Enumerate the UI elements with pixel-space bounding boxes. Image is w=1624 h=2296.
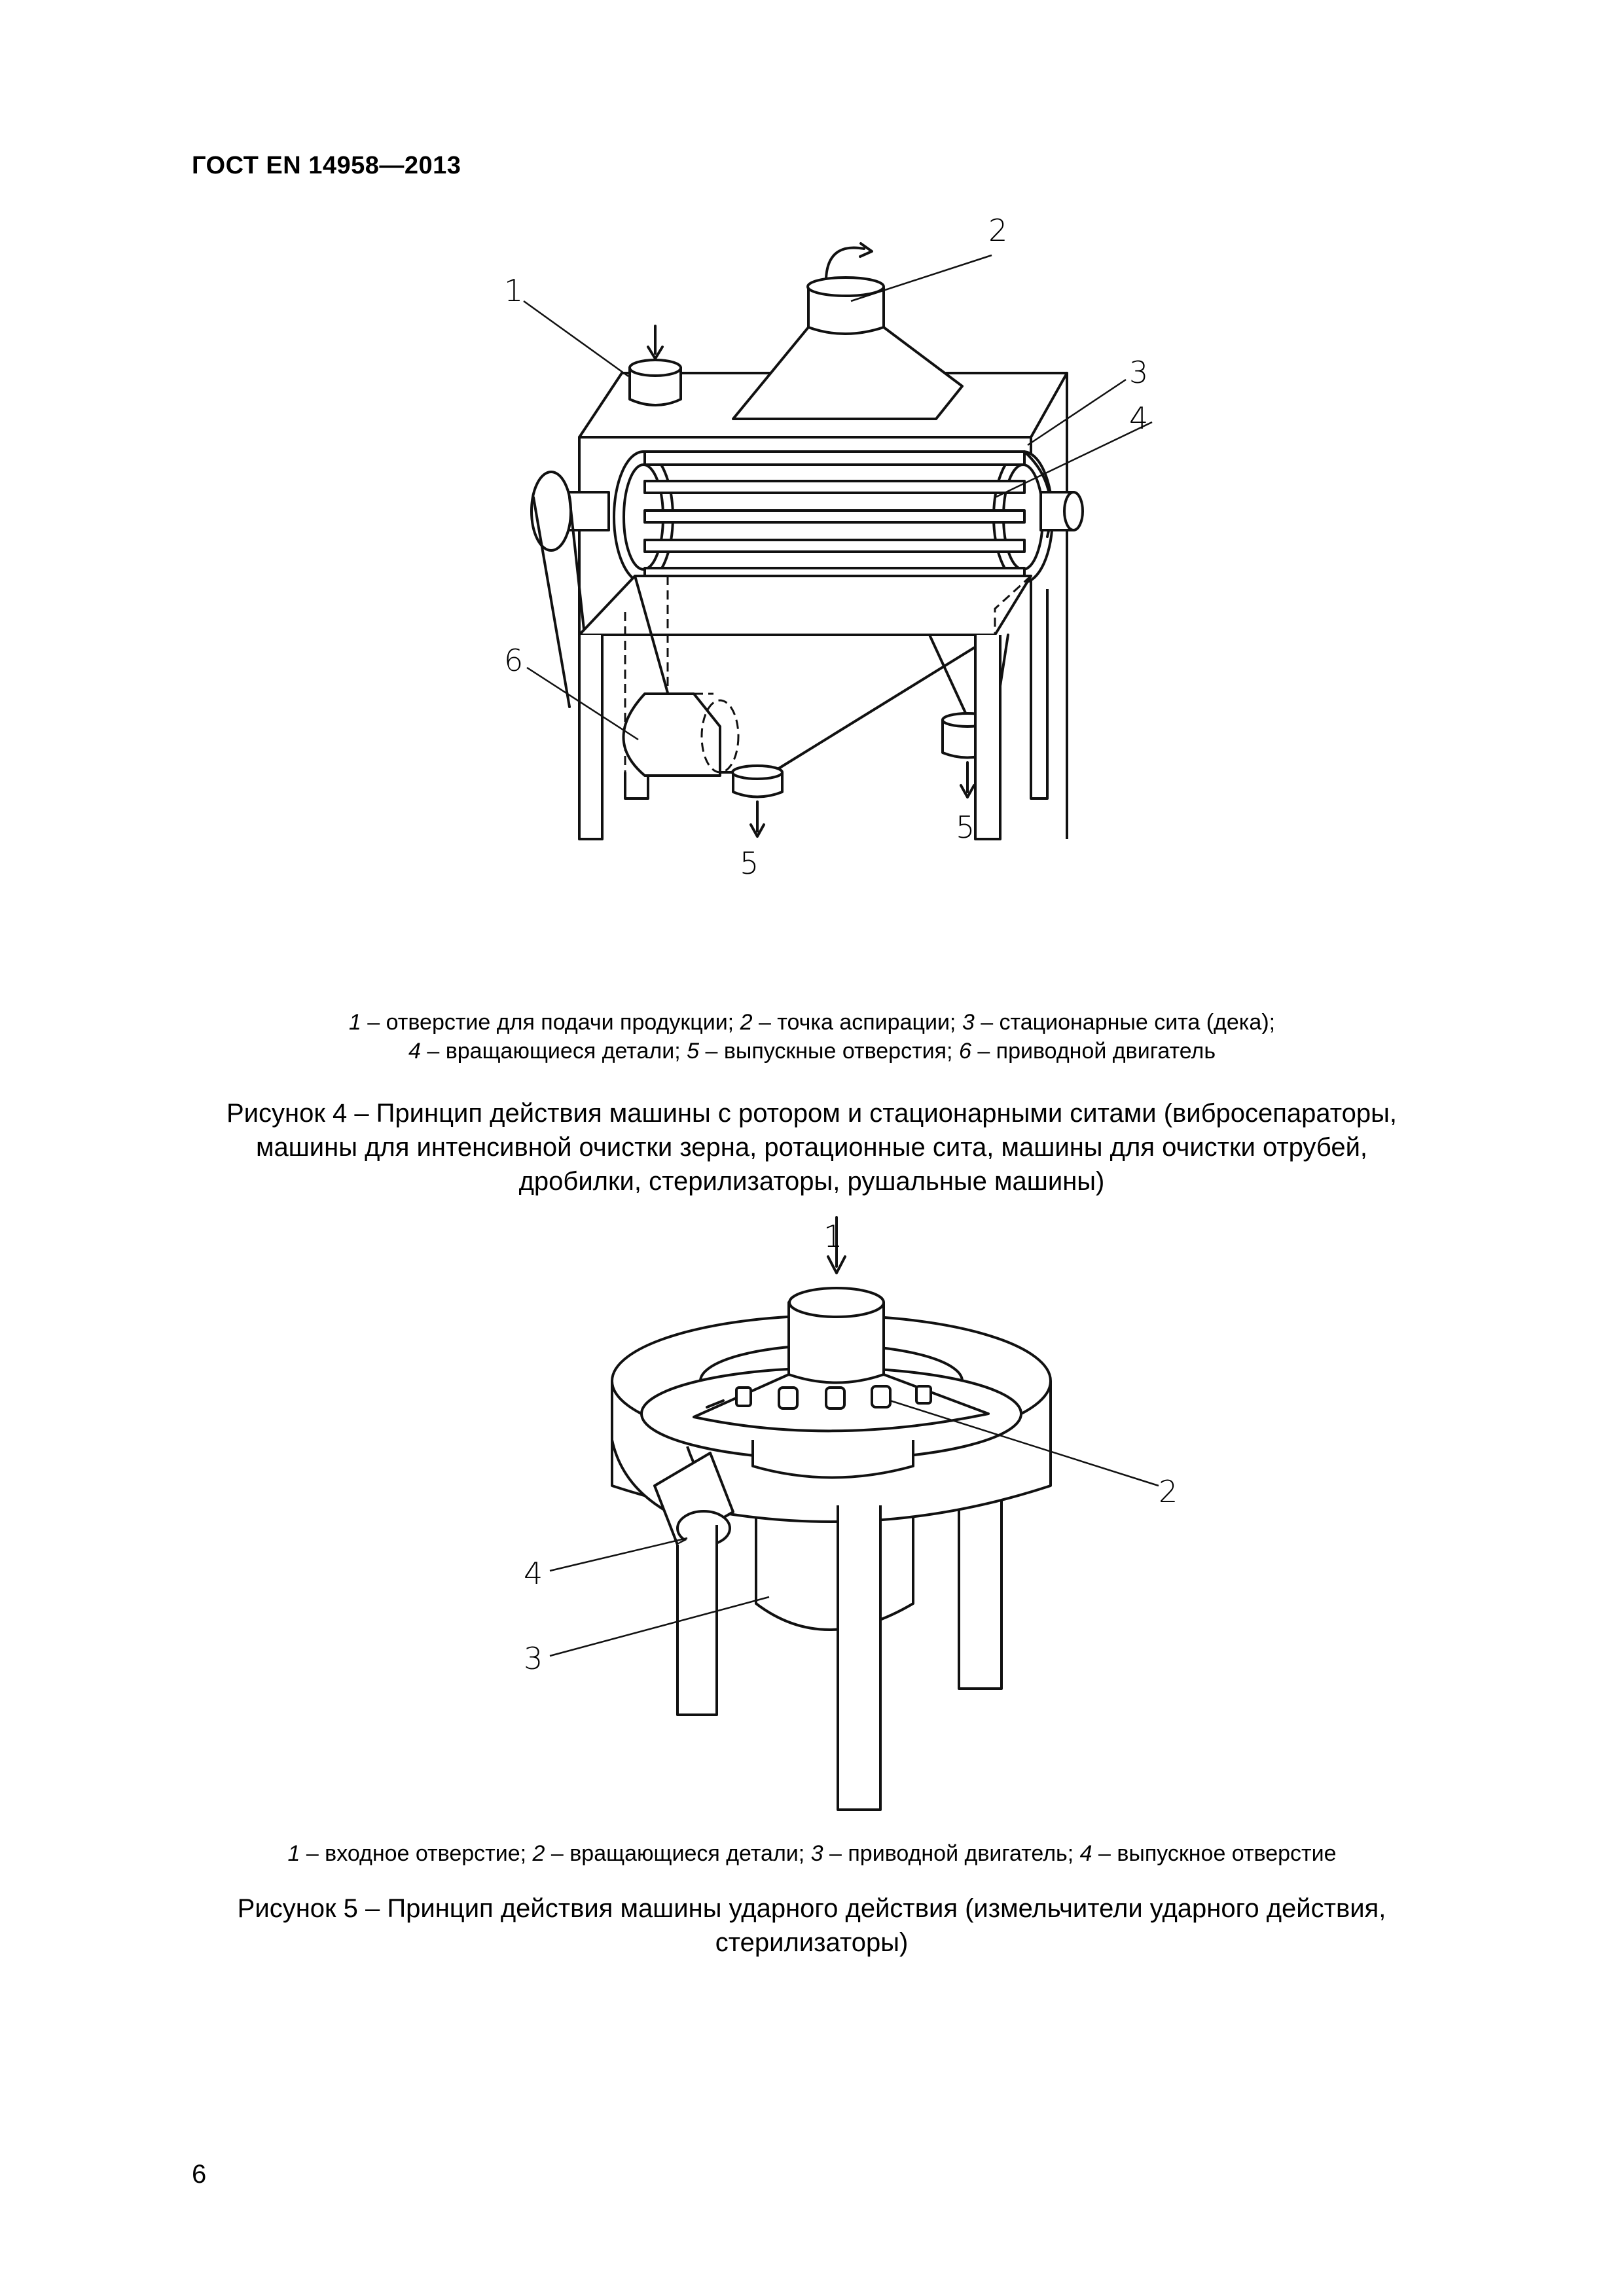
callout-3: 3 <box>524 1641 543 1676</box>
page-number: 6 <box>192 2160 207 2189</box>
legend-line-1 <box>0 1839 1624 1868</box>
legend-num: 3 <box>810 1841 823 1866</box>
legend-text: – выпускное отверстие <box>1092 1841 1337 1866</box>
callout-1: 1 <box>504 273 524 308</box>
legend-num: 1 <box>348 1010 361 1035</box>
callout-2: 2 <box>988 213 1008 248</box>
legend-num: 4 <box>408 1039 421 1064</box>
legend-num: 2 <box>740 1010 753 1035</box>
legend-num: 2 <box>532 1841 545 1866</box>
callout-4: 4 <box>524 1556 543 1591</box>
legend-text: – выпускные отверстия; <box>699 1039 959 1064</box>
callout-3: 3 <box>1129 355 1149 390</box>
figure-5-drawing <box>0 1211 1624 1865</box>
callout-2: 2 <box>1159 1474 1178 1509</box>
legend-num: 1 <box>287 1841 300 1866</box>
figure-4-caption: Рисунок 4 – Принцип действия машины с ротором и стационарными ситами (вибросепараторы, машины для интенсивной очистки зерна, ротационные сита, машины для очистки отрубей, дробилки, стерилизаторы, рушальные машины) <box>226 1099 1398 1196</box>
legend-num: 3 <box>962 1010 975 1035</box>
figure-5-legend <box>0 1839 1624 1868</box>
legend-num: 4 <box>1079 1841 1092 1866</box>
document-header: ГОСТ EN 14958—2013 <box>192 152 461 179</box>
callout-6: 6 <box>504 643 524 678</box>
callout-5b: 5 <box>956 810 975 845</box>
callout-5a: 5 <box>740 846 759 881</box>
legend-text: – приводной двигатель <box>971 1039 1216 1064</box>
legend-line-1 <box>0 1008 1624 1037</box>
callout-4: 4 <box>1129 401 1149 436</box>
legend-text: – вращающиеся детали; <box>545 1841 811 1866</box>
figure-5-caption: Рисунок 5 – Принцип действия машины ударного действия (измельчители ударного действия, стерилизаторы) <box>237 1894 1386 1957</box>
legend-num: 6 <box>958 1039 971 1064</box>
legend-text: – входное отверстие; <box>300 1841 533 1866</box>
figure-4-legend <box>0 1008 1624 1066</box>
legend-text: – отверстие для подачи продукции; <box>361 1010 740 1035</box>
legend-num: 5 <box>687 1039 700 1064</box>
legend-text: – стационарные сита (дека); <box>974 1010 1276 1035</box>
figure-4-drawing <box>0 196 1624 916</box>
legend-line-2 <box>0 1037 1624 1066</box>
callout-1: 1 <box>823 1219 843 1254</box>
legend-text: – точка аспирации; <box>752 1010 962 1035</box>
legend-text: – вращающиеся детали; <box>420 1039 687 1064</box>
legend-text: – приводной двигатель; <box>823 1841 1080 1866</box>
